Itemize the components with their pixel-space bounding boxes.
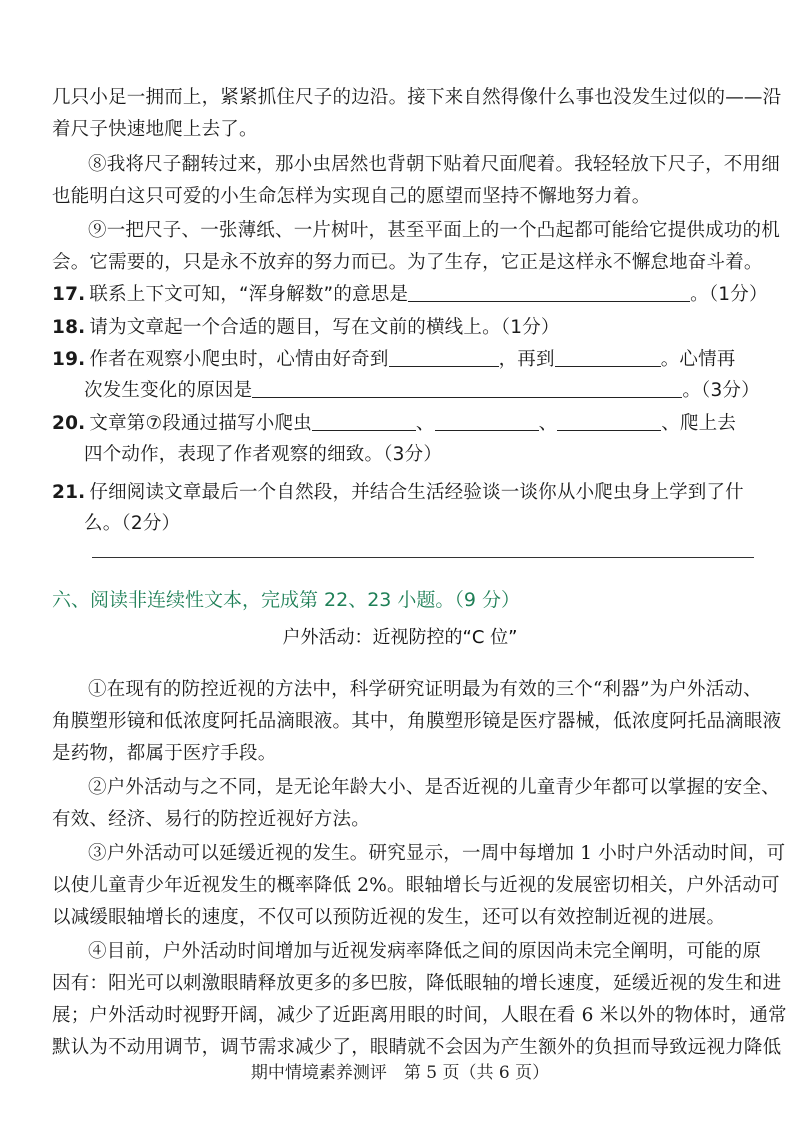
question-text: 作者在观察小爬虫时，心情由好奇到 — [89, 349, 389, 370]
answer-blank[interactable] — [389, 348, 499, 367]
answer-line[interactable] — [92, 557, 754, 558]
separator: 、 — [415, 413, 435, 434]
article-line: 以使儿童青少年近视发生的概率降低 2%。眼轴增长与近视的发展密切相关，户外活动可 — [52, 875, 780, 896]
question-text: ，再到 — [498, 349, 555, 370]
article-line: 是药物，都属于医疗手段。 — [52, 743, 277, 764]
passage-paragraph-9: ⑨一把尺子、一张薄纸、一片树叶，甚至平面上的一个凸起都可能给它提供成功的机 — [88, 220, 780, 241]
separator: 、 — [538, 413, 558, 434]
answer-blank[interactable] — [557, 412, 661, 431]
question-score: 。（3分） — [682, 380, 760, 401]
question-number: 18. — [52, 317, 86, 338]
answer-blank[interactable] — [408, 283, 690, 302]
question-number: 21. — [52, 482, 86, 503]
question-20 — [52, 412, 757, 436]
question-text: 仔细阅读文章最后一个自然段，并结合生活经验谈一谈你从小爬虫身上学到了什 — [89, 482, 744, 503]
section-title: 六、阅读非连续性文本，完成第 22、23 小题。（9 分） — [52, 589, 521, 611]
answer-blank[interactable] — [435, 412, 539, 431]
question-19-continued — [84, 379, 760, 403]
question-21-continued: 么。（2分） — [84, 513, 181, 534]
article-paragraph-1: ①在现有的防控近视的方法中，科学研究证明最为有效的三个“利器”为户外活动、 — [88, 679, 762, 700]
question-18 — [52, 316, 757, 340]
question-score: 。（1分） — [690, 284, 768, 305]
question-text: 、爬上去 — [661, 413, 737, 434]
article-paragraph-4: ④目前，户外活动时间增加与近视发病率降低之间的原因尚未完全阐明，可能的原 — [88, 941, 762, 962]
answer-blank[interactable] — [312, 412, 416, 431]
article-line: 默认为不动用调节，调节需求减少了，眼睛就不会因为产生额外的负担而导致远视力降低 — [52, 1037, 782, 1058]
article-line: 因有：阳光可以刺激眼睛释放更多的多巴胺，降低眼轴的增长速度，延缓近视的发生和进 — [52, 973, 782, 994]
passage-line: 也能明白这只可爱的小生命怎样为实现自己的愿望而坚持不懈地努力着。 — [52, 186, 651, 207]
question-19 — [52, 348, 757, 372]
question-21 — [52, 481, 757, 505]
question-20-continued: 四个动作，表现了作者观察的细致。（3分） — [84, 444, 443, 465]
question-text: 文章第⑦段通过描写小爬虫 — [89, 413, 312, 434]
question-17 — [52, 283, 768, 307]
question-text: 请为文章起一个合适的题目，写在文前的横线上。（1分） — [89, 317, 560, 338]
question-text: 联系上下文可知，“浑身解数”的意思是 — [89, 284, 409, 305]
passage-line: 着尺子快速地爬上去了。 — [52, 119, 258, 140]
passage-paragraph-8: ⑧我将尺子翻转过来，那小虫居然也背朝下贴着尺面爬着。我轻轻放下尺子，不用细 — [88, 154, 780, 175]
article-line: 展；户外活动时视野开阔，减少了近距离用眼的时间，人眼在看 6 米以外的物体时，通常 — [52, 1005, 787, 1026]
page-footer: 期中情境素养测评 第 5 页（共 6 页） — [250, 1063, 550, 1083]
article-line: 以减缓眼轴增长的速度，不仅可以预防近视的发生，还可以有效控制近视的进展。 — [52, 907, 726, 928]
passage-line: 会。它需要的，只是永不放弃的努力而已。为了生存，它正是这样永不懈怠地奋斗着。 — [52, 252, 763, 273]
article-paragraph-2: ②户外活动与之不同，是无论年龄大小、是否近视的儿童青少年都可以掌握的安全、 — [88, 777, 780, 798]
answer-blank[interactable] — [555, 348, 661, 367]
article-line: 有效、经济、易行的防控近视好方法。 — [52, 809, 370, 830]
question-text: 。心情再 — [660, 349, 736, 370]
question-number: 17. — [52, 284, 86, 305]
question-text: 次发生变化的原因是 — [84, 380, 253, 401]
article-line: 角膜塑形镜和低浓度阿托品滴眼液。其中，角膜塑形镜是医疗器械，低浓度阿托品滴眼液 — [52, 711, 782, 732]
passage-line: 几只小足一拥而上，紧紧抓住尺子的边沿。接下来自然得像什么事也没发生过似的——沿 — [52, 87, 782, 108]
article-paragraph-3: ③户外活动可以延缓近视的发生。研究显示，一周中每增加 1 小时户外活动时间，可 — [88, 843, 786, 864]
question-number: 20. — [52, 413, 86, 434]
article-title: 户外活动：近视防控的“C 位” — [282, 627, 518, 648]
answer-blank[interactable] — [252, 379, 682, 398]
question-number: 19. — [52, 349, 86, 370]
